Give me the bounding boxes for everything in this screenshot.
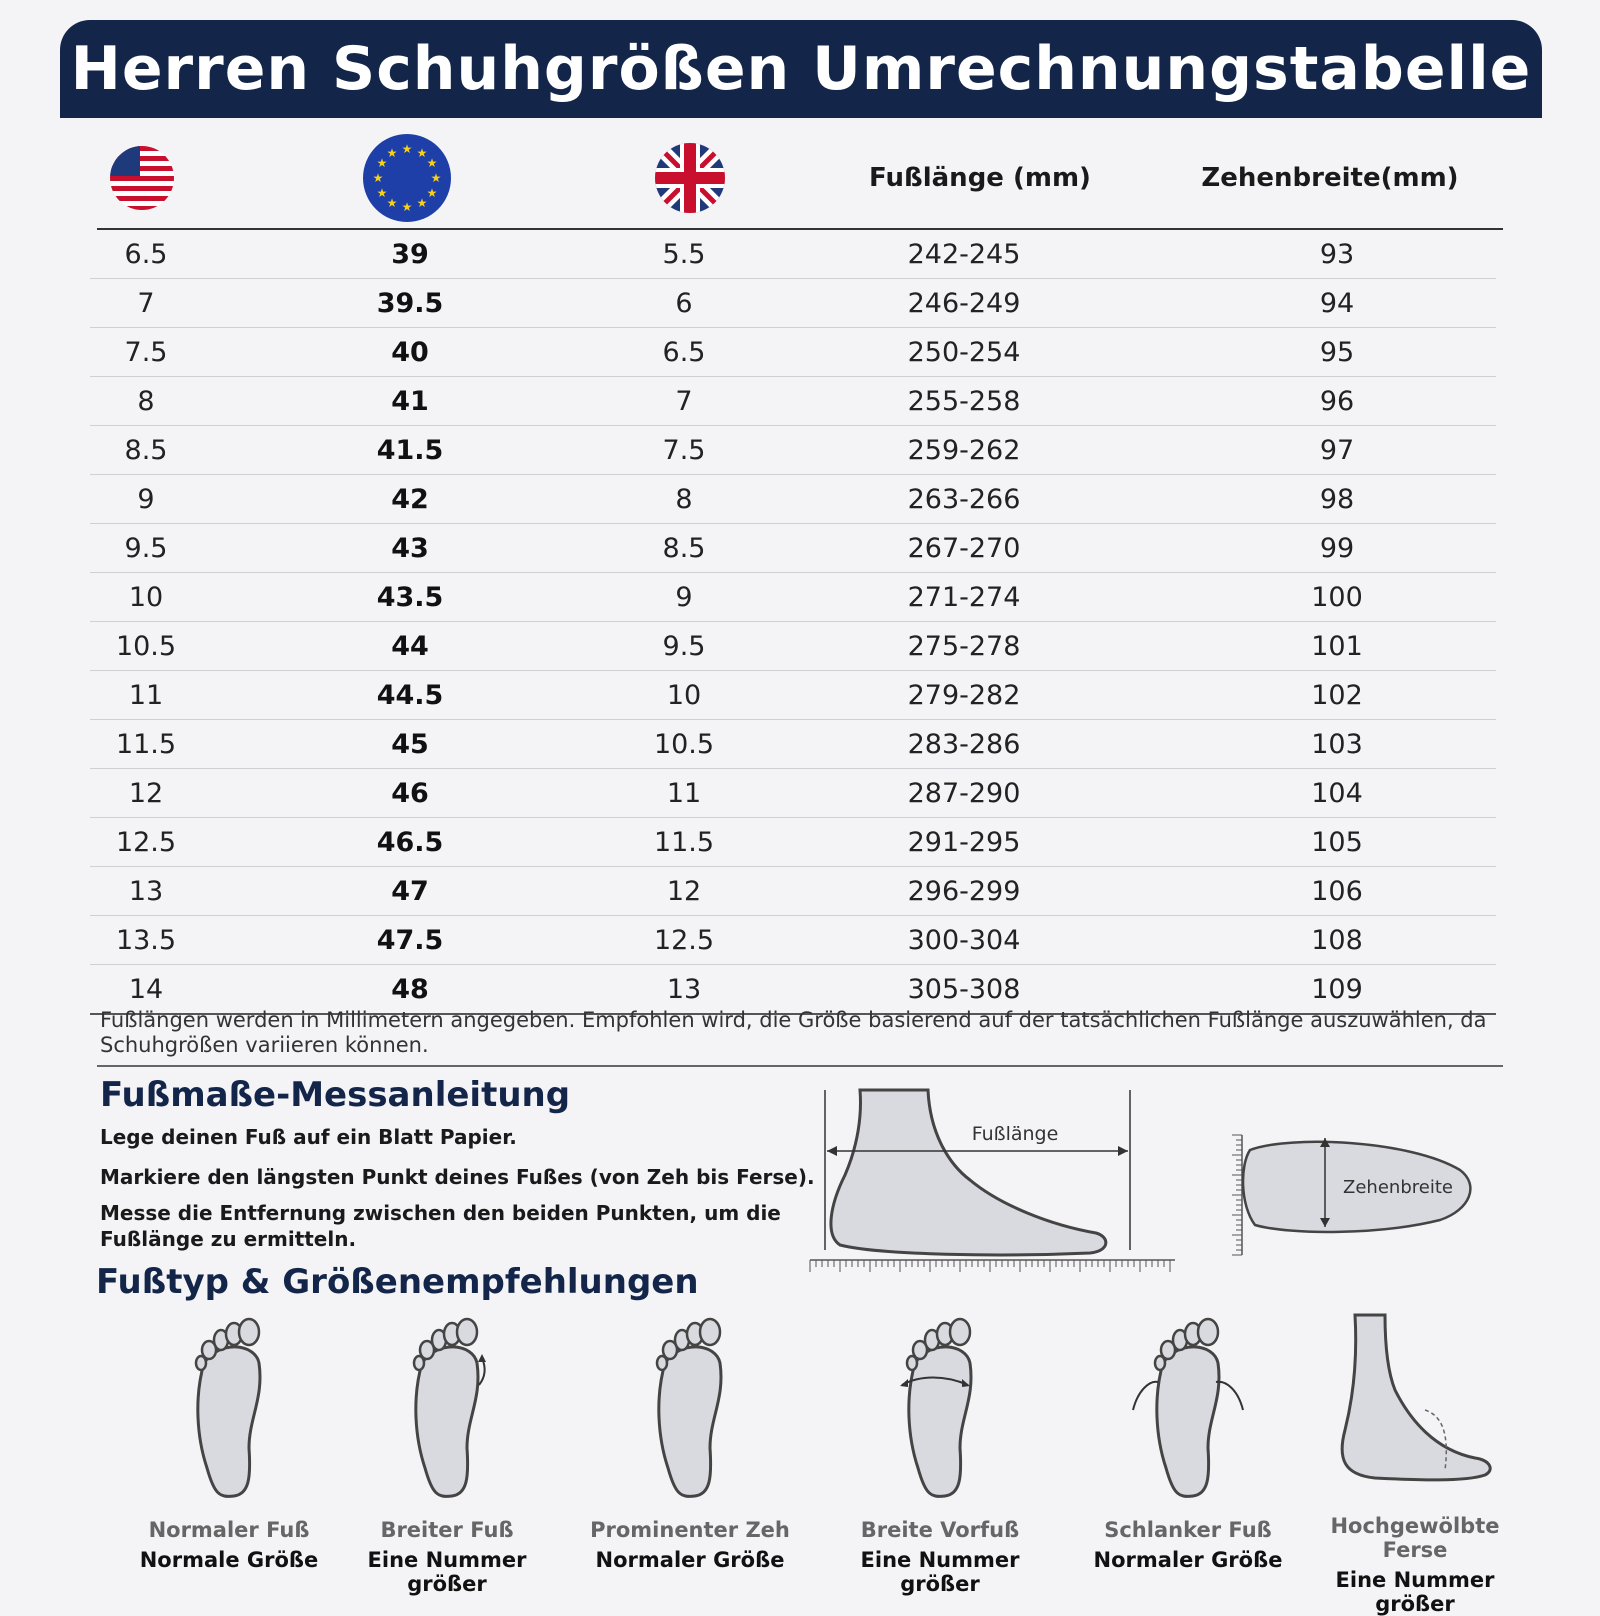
table-row	[90, 279, 1496, 328]
foot-type-item	[327, 1518, 567, 1596]
foot-type-4-icon	[880, 1310, 1000, 1510]
col-eu	[360, 128, 454, 228]
foot-type-name: Breiter Fuß	[380, 1518, 514, 1542]
table-row	[90, 230, 1496, 279]
eu-size: 43	[202, 524, 618, 573]
measure-step-2: Markiere den längsten Punkt deines Fußes (von Zeh bis Ferse).	[100, 1165, 815, 1189]
svg-text:★: ★	[426, 186, 438, 200]
us-size: 10.5	[90, 622, 202, 671]
svg-text:★: ★	[401, 200, 413, 214]
eu-size: 42	[202, 475, 618, 524]
table-row	[90, 524, 1496, 573]
eu-size: 39.5	[202, 279, 618, 328]
us-size: 7.5	[90, 328, 202, 377]
foot-length-value: 296-299	[750, 867, 1178, 916]
eu-size: 45	[202, 720, 618, 769]
toe-width-value: 106	[1178, 867, 1496, 916]
toe-width-value: 96	[1178, 377, 1496, 426]
us-size: 13	[90, 867, 202, 916]
measure-step-3: Messe die Entfernung zwischen den beiden Punkten, um die Fußlänge zu ermitteln.	[100, 1201, 781, 1251]
eu-flag-icon	[362, 133, 452, 223]
col-us	[97, 128, 187, 228]
uk-size: 9.5	[618, 622, 750, 671]
foot-type-recommendation: Eine Nummer größer	[367, 1548, 527, 1596]
foot-type-item	[109, 1518, 349, 1572]
foot-type-recommendation: Normale Größe	[139, 1548, 319, 1572]
page-title: Herren Schuhgrößen Umrechnungstabelle	[70, 34, 1532, 104]
foot-length-value: 242-245	[750, 230, 1178, 279]
foot-length-value: 271-274	[750, 573, 1178, 622]
uk-flag-icon	[654, 142, 726, 214]
toe-width-value: 101	[1178, 622, 1496, 671]
foot-type-item	[1295, 1514, 1535, 1616]
toe-width-value: 93	[1178, 230, 1496, 279]
svg-text:★: ★	[430, 171, 442, 185]
foot-type-5-icon	[1128, 1310, 1248, 1510]
toe-width-value: 104	[1178, 769, 1496, 818]
toe-width-value: 99	[1178, 524, 1496, 573]
eu-size: 40	[202, 328, 618, 377]
table-row	[90, 769, 1496, 818]
foot-length-label: Fußlänge	[971, 1123, 1059, 1145]
table-row	[90, 426, 1496, 475]
eu-size: 46	[202, 769, 618, 818]
toe-width-value: 102	[1178, 671, 1496, 720]
toe-width-value: 94	[1178, 279, 1496, 328]
eu-size: 43.5	[202, 573, 618, 622]
foot-type-3-icon	[630, 1310, 750, 1510]
table-row	[90, 475, 1496, 524]
svg-text:★: ★	[426, 156, 438, 170]
us-size: 14	[90, 965, 202, 1015]
size-table	[90, 230, 1496, 1015]
foot-length-value: 263-266	[750, 475, 1178, 524]
foot-type-recommendation: Eine Nummer größer	[860, 1548, 1020, 1596]
svg-text:★: ★	[401, 142, 413, 156]
uk-size: 8	[618, 475, 750, 524]
us-size: 12	[90, 769, 202, 818]
measure-heading: Fußmaße-Messanleitung	[100, 1075, 571, 1115]
uk-size: 12	[618, 867, 750, 916]
us-size: 9	[90, 475, 202, 524]
foot-type-recommendation: Eine Nummer größer	[1335, 1568, 1495, 1616]
toe-width-value: 108	[1178, 916, 1496, 965]
uk-size: 11	[618, 769, 750, 818]
note-divider	[97, 1065, 1503, 1067]
us-size: 9.5	[90, 524, 202, 573]
foot-type-1-icon	[169, 1310, 289, 1510]
us-size: 10	[90, 573, 202, 622]
measure-step-1: Lege deinen Fuß auf ein Blatt Papier.	[100, 1125, 517, 1149]
table-row	[90, 573, 1496, 622]
table-row	[90, 671, 1496, 720]
toe-width-value: 97	[1178, 426, 1496, 475]
uk-size: 10.5	[618, 720, 750, 769]
toe-width-value: 100	[1178, 573, 1496, 622]
uk-size: 5.5	[618, 230, 750, 279]
eu-size: 39	[202, 230, 618, 279]
us-size: 8	[90, 377, 202, 426]
svg-text:★: ★	[372, 171, 384, 185]
us-size: 11	[90, 671, 202, 720]
eu-size: 48	[202, 965, 618, 1015]
foot-length-value: 267-270	[750, 524, 1178, 573]
col-foot-length: Fußlänge (mm)	[869, 163, 1091, 193]
table-row	[90, 622, 1496, 671]
foot-type-recommendation: Normaler Größe	[595, 1548, 785, 1572]
foot-length-value: 255-258	[750, 377, 1178, 426]
foot-type-recommendation: Normaler Größe	[1093, 1548, 1283, 1572]
toe-width-value: 98	[1178, 475, 1496, 524]
foot-type-item	[570, 1518, 810, 1572]
svg-text:★: ★	[376, 186, 388, 200]
table-row	[90, 867, 1496, 916]
svg-text:★: ★	[376, 156, 388, 170]
us-size: 12.5	[90, 818, 202, 867]
foot-length-value: 250-254	[750, 328, 1178, 377]
table-row	[90, 328, 1496, 377]
foot-length-value: 246-249	[750, 279, 1178, 328]
foot-length-value: 275-278	[750, 622, 1178, 671]
toe-width-value: 103	[1178, 720, 1496, 769]
foot-length-value: 287-290	[750, 769, 1178, 818]
eu-size: 41	[202, 377, 618, 426]
svg-text:★: ★	[386, 146, 398, 160]
uk-size: 13	[618, 965, 750, 1015]
table-row	[90, 965, 1496, 1015]
foot-type-name: Breite Vorfuß	[860, 1518, 1020, 1542]
foot-type-2-icon	[387, 1310, 507, 1510]
toe-width-value: 95	[1178, 328, 1496, 377]
toe-width-value: 105	[1178, 818, 1496, 867]
uk-size: 12.5	[618, 916, 750, 965]
foot-length-diagram	[800, 1085, 1190, 1275]
eu-size: 47	[202, 867, 618, 916]
foot-type-name: Hochgewölbte Ferse	[1330, 1514, 1500, 1562]
table-row	[90, 720, 1496, 769]
us-size: 7	[90, 279, 202, 328]
eu-size: 47.5	[202, 916, 618, 965]
uk-size: 9	[618, 573, 750, 622]
size-note: Fußlängen werden in Millimetern angegeben. Empfohlen wird, die Größe basierend auf der tatsächlichen Fußlänge auszuwählen, da Schuhgrößen variieren können.	[100, 1008, 1487, 1057]
foot-length-value: 291-295	[750, 818, 1178, 867]
table-row	[90, 818, 1496, 867]
toe-width-diagram	[1230, 1125, 1480, 1265]
toe-width-value: 109	[1178, 965, 1496, 1015]
us-size: 11.5	[90, 720, 202, 769]
foot-type-item	[820, 1518, 1060, 1596]
us-flag-icon	[108, 144, 176, 212]
toe-width-label: Zehenbreite	[1343, 1177, 1453, 1198]
foot-type-item	[1068, 1518, 1308, 1572]
eu-size: 46.5	[202, 818, 618, 867]
us-size: 13.5	[90, 916, 202, 965]
title-bar	[60, 20, 1542, 118]
us-size: 8.5	[90, 426, 202, 475]
us-size: 6.5	[90, 230, 202, 279]
uk-size: 6.5	[618, 328, 750, 377]
uk-size: 10	[618, 671, 750, 720]
table-row	[90, 377, 1496, 426]
uk-size: 8.5	[618, 524, 750, 573]
svg-text:★: ★	[416, 196, 428, 210]
svg-text:★: ★	[416, 146, 428, 160]
foot-length-value: 279-282	[750, 671, 1178, 720]
table-row	[90, 916, 1496, 965]
col-toe-width: Zehenbreite(mm)	[1201, 163, 1459, 193]
foot-length-value: 283-286	[750, 720, 1178, 769]
foot-length-value: 259-262	[750, 426, 1178, 475]
eu-size: 44.5	[202, 671, 618, 720]
types-heading: Fußtyp & Größenempfehlungen	[96, 1262, 699, 1302]
foot-length-value: 305-308	[750, 965, 1178, 1015]
svg-text:★: ★	[386, 196, 398, 210]
foot-length-value: 300-304	[750, 916, 1178, 965]
uk-size: 7.5	[618, 426, 750, 475]
uk-size: 6	[618, 279, 750, 328]
foot-type-name: Schlanker Fuß	[1104, 1518, 1272, 1542]
foot-type-name: Prominenter Zeh	[590, 1518, 790, 1542]
uk-size: 7	[618, 377, 750, 426]
foot-type-6-icon	[1315, 1310, 1515, 1510]
col-uk	[650, 128, 730, 228]
eu-size: 41.5	[202, 426, 618, 475]
eu-size: 44	[202, 622, 618, 671]
uk-size: 11.5	[618, 818, 750, 867]
foot-type-name: Normaler Fuß	[148, 1518, 310, 1542]
